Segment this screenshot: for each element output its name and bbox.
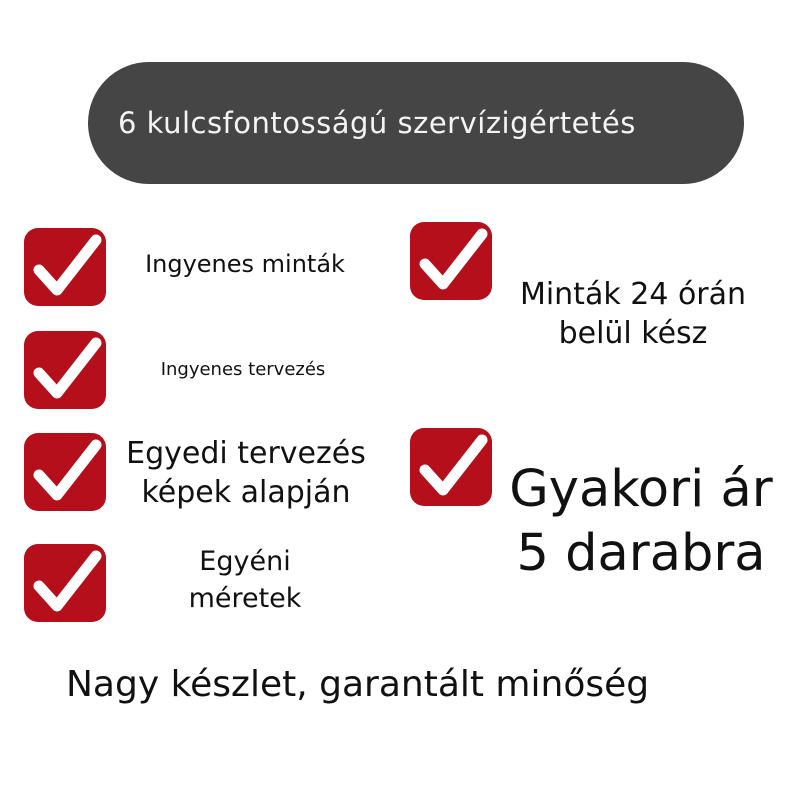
feature-line: Minták 24 órán bbox=[519, 277, 747, 312]
feature-custom-design bbox=[110, 434, 382, 512]
footer-slogan: Nagy készlet, garantált minőség bbox=[66, 664, 650, 705]
feature-samples-24h bbox=[500, 275, 766, 353]
checkmark-icon bbox=[24, 331, 106, 409]
checkmark-icon bbox=[24, 544, 106, 622]
feature-line: Ingyenes tervezés bbox=[160, 359, 326, 380]
banner-title: 6 kulcsfontosságú szervízigértetés bbox=[118, 106, 636, 140]
feature-line: méretek bbox=[188, 583, 302, 614]
checkmark-icon bbox=[410, 222, 492, 300]
feature-line: belül kész bbox=[558, 316, 708, 351]
checkmark-icon bbox=[24, 433, 106, 511]
feature-line: Egyedi tervezés bbox=[126, 436, 366, 471]
feature-price-5pcs bbox=[496, 458, 786, 586]
feature-line: Ingyenes minták bbox=[145, 250, 345, 278]
feature-line: Gyakori ár bbox=[509, 460, 773, 519]
checkmark-icon bbox=[24, 228, 106, 306]
checkmark-icon bbox=[410, 428, 492, 506]
title-banner bbox=[88, 62, 744, 184]
feature-free-design bbox=[128, 359, 358, 380]
feature-custom-sizes bbox=[160, 543, 330, 617]
feature-line: Egyéni bbox=[199, 546, 291, 577]
feature-free-samples bbox=[120, 250, 370, 278]
feature-line: 5 darabra bbox=[516, 524, 766, 583]
feature-line: képek alapján bbox=[141, 475, 351, 510]
